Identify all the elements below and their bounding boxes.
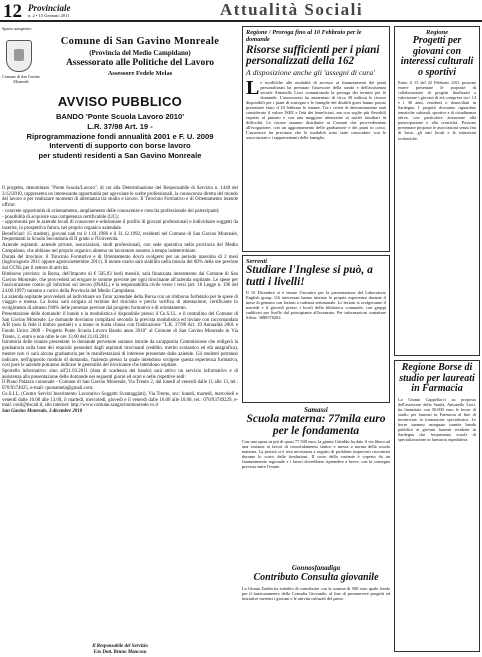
notice-paragraph: - concrete opportunità di orientamento, ampliamento delle conoscenze e crescita professionale dei partecipanti; [2,208,220,214]
article-headline: Regione Borse di studio per laureati in Farmacia [399,362,475,394]
notice-paragraph: Durata del tirocinio: il Tirocinio Formativo e di Orientamento dovrà svolgersi per un periodo massimo di 2 mesi (luglio/agosto 2011 oppure agosto/settembre 2011). Il monte orario sarà stabilito nella misura del 80% delle ore previste dal CCNL per il settore di attività. [2,254,238,272]
public-notice-ad [2,26,239,654]
ad-caption: Spazio autogestito [2,26,32,31]
call-title-line: Interventi di supporto con borse lavoro [49,141,191,151]
article-headline: Scuola materna: 77mila euro per le fondamenta [246,413,386,437]
article-regione [242,26,390,252]
notice-body [2,186,238,415]
signature-name: F.to Dott. Bruno Mancosu [93,650,147,655]
page-number: 12 [3,1,22,22]
notice-paragraph: - possibilità di acquisire una competenza certificabile (UC); [2,214,119,220]
article-kicker: Regione / Proroga fino al 10 Febbraio per le domande [246,29,362,43]
notice-paragraph: Presentazione delle domande: il bando e la modulistica è disponibile presso il Ce.S.I.L. e il centralino del Comune di San Gavino Monreale. Le domande dovranno compilarsi secondo la prevista modulistica ed inviate con raccomandata A/R (non fa fede il timbro postale) o a mano in busta chiusa con l'indicazione "L.R. 37/98 Art. 19 Annualità 2001 e Fondo Unico 2009 - Progetto Ponte Scuola Lavoro Bando anno 2010" al Comune di San Gavino Monreale in Via Trento, 2, entro e non oltre le ore 13.00 del 21.03.2011 [2,311,238,340]
article-kicker: Regione [425,29,449,36]
article-text: Entro il 15 del 22 Febbraio 2011 possono essere presentate le proposte di collaborazione di progetti finalizzati a valorizzare i giovani di età compresa tra i 14 e i 30 anni, residenti o domiciliati in Sardegna. I progetti dovranno riguardare tematiche culturali, sportive e di cittadinanza attiva, con particolare attenzione alla partecipazione e alla creatività. Possono presentare proposte le associazioni senza fini di lucro, gli enti locali e le istituzioni scolastiche. [398,80,476,141]
call-title-line: BANDO 'Ponte Scuola Lavoro 2010' [55,112,185,121]
section-title: Attualità Sociali [220,0,364,19]
notice-paragraph: Il progetto, denominato "Ponte Scuola/Lavoro", di cui alla Determinazione del Responsabile di Servizio n. 1440 del 3/12/2010, rappresenta un interessante opportunità per agevolare le scelte professionali, la conoscenza diretta del mondo del lavoro e per realizzare momenti di alternanza tra studio e lavoro. Il Tirocinio Formativo e di Orientamento intende offrire: [2,186,238,209]
signature-block [2,644,238,656]
right-column [394,26,480,654]
department-name: Assessorato alle Politiche del Lavoro [65,58,215,68]
article-text: Le modifiche alle modalità di accesso ai finanziamenti dei piani personalizzati ha premiato l'assessore della sanità e dell'assistenza sociale Antonello Liori comunicando la proroga dei termini per le domande. L'assessorato ha aumentato di circa 30 milioni le risorse disponibili per i piani di sostegno e le famiglie dei disabili gravi hanno potuto presentare entro il 10 febbraio le istanze. Tra i criteri di determinazione sarà considerato il valore ISEE e l'età dei beneficiari, ma con soglie più flessibili rispetto al passato e con una maggiore attenzione ai nuclei familiari in difficoltà. Le risorse saranno distribuite ai Comuni che provvederanno all'erogazione, con un aggiornamento delle graduatorie e dei piani in corso. L'assessore ha precisato che le modalità sono state concordate con le associazioni e i rappresentanti delle famiglie. [246,76,386,141]
notice-paragraph: - opportunità per le aziende locali di conoscere e selezionare il profilo di giovani professionali e individuare soggetti da inserire, in prospettiva futura, nel proprio organico aziendale. [2,220,238,232]
notice-date: San Gavino Monreale, 3 dicembre 2010 [2,409,83,415]
article-borse-farmacia [394,360,480,652]
notice-paragraph: Ce.S.I.L. (Centro Servizi Inserimento Lavorativo Soggetti Svantaggiati), Via Trento, snc: lunedì, martedì, mercoledì e venerdì dalle 10.00 alle 13.00, il martedì, mercoledì, giovedì e il venerdì dalle 16.00 alle 18.00, tel.: 070/93749229, e-mail: cesil@tiscali.it, sito internet: http://www.comune.sangavinomonreale.vs.it [2,391,238,409]
notice-paragraph: Il Piano Palazzo comunale - Comune di San Gavino Monreale, Via Trento 2, dal lunedì al venerdì dalle 11 alle 13, tel.: 070/9374025, e-mail: quonamela@gmail.com; [2,380,238,392]
call-title-line: per studenti residenti a San Gavino Monreale [38,151,202,161]
article-text: La Giunta Zuddu ha stabilito di contribuire con la somma di 500 euro quale fondo per il funzionamento della Consulta Giovanile, al fine di promuovere progetti ed iniziative inerenti i giovani e le attività culturali del paese. [242,585,390,601]
article-headline: Contributo Consulta giovanile [253,572,379,583]
municipal-crest-icon [6,40,32,72]
middle-column [242,26,390,654]
notice-paragraph: Beneficiari: 15 studenti, giovani nati tra il 1.01.1986 e il 31.12.1992, residenti nel Comune di San Gavino Monreale, frequentanti la Scuola Secondaria di II grado o l'Università. [2,231,238,243]
signature-role: Il Responsabile del Servizio [92,644,148,649]
article-headline: Studiare l'Inglese si può, a tutti i livelli! [246,264,373,288]
notice-paragraph: Sportello informativo: sino all'21.03.2011 (data di scadenza del bando) sarà attivo un servizio informativo e di assistenza alla presentazione delle domande nei seguenti giorni ed orari e nelle rispettive sedi: [2,369,238,380]
call-title-line: L.R. 37/98 Art. 19 - [87,121,153,131]
article-progetti-giovani [394,26,480,356]
article-samassi [242,406,390,561]
article-headline: Risorse sufficienti per i piani personalizzati della 162 [246,44,380,67]
notice-title: AVVISO PUBBLICO [57,94,183,109]
article-deck: A disposizione anche gli 'assegni di cura' [246,68,375,77]
article-kicker: Serrenti [246,258,267,265]
publication-name: Provinciale [28,3,71,13]
municipality-name: Comune di San Gavino Monreale [60,36,220,47]
article-text: La Giunta Cappellacci su proposta dell'assessore della Sanità, Antonello Liori, ha finanziato con 50.000 euro le borse di studio per laureati in Farmacia al fine di incentivare la formazione specialistica. Le borse saranno assegnate tramite bando pubblico ai giovani laureati residenti in Sardegna che frequentano scuole di specializzazione in farmacia ospedaliera. [398,396,476,442]
province-name: (Provincia del Medio Campidano) [89,49,191,57]
article-text: Il 16 Dicembre si è tenuto l'incontro per la presentazione del Laboratorio English group. Gli interessati hanno iniziato la propria esperienza durante il mese di gennaio con lezioni a cadenza settimanale. Le lezioni si svolgeranno il martedì e il giovedì presso i locali della biblioteca comunale, con gruppi suddivisi per livello dal principiante all'avanzato. Per informazioni contattare Silvia: 3880578282. [246,290,386,321]
councillor-name: Assessore Fedele Melas [107,70,173,77]
article-serrenti [242,255,390,403]
notice-paragraph: Istruttoria delle istanze presentate: le domande pervenute saranno istruite da un'apposita Commissione che redigerà la graduatoria sulla base dei requisiti posseduti dagli aspiranti tirocinanti (reddito, merito scolastico ed età anagrafica), mentre non ci sarà alcuna graduatoria per le manifestazioni di interesse presentate dalle aziende. Gli studenti potranno indicare, nell'apposito modulo di domanda, l'azienda presso la quale intendono svolgere questa esperienza formativa, così pure le aziende potranno indicare le generalità del tirocinante che intendono ospitare. [2,340,238,369]
article-gonnosfanadiga [242,564,390,652]
page-header [0,0,482,22]
article-kicker: Gonnosfanadiga [291,564,341,572]
issue-info: n. 2 • 15 Gennaio 2011 [28,13,70,18]
crest-caption: Comune di San Gavino Monreale [2,74,40,84]
article-headline: Progetti per giovani con interessi culturali o sportivi [400,35,474,78]
call-title-line: Riprogrammazione fondi annualità 2001 e F. U. 2009 [26,131,214,141]
article-kicker: Samassi [304,406,328,414]
article-text: Con una spesa in più di quasi 77.500 euro, la giunta Cabiddu ha dato il via libera ad una variante ai lavori di consolidamento statico e messa a norma della scuola materna. La perizia si è resa necessaria a seguito di problemi imprevisti riscontrati durante lo scavo delle fondazioni. Il costo della variante è coperto da un finanziamento regionale e i lavori dovrebbero riprendere a breve, con la consegna prevista entro l'estate. [242,439,390,470]
notice-paragraph: La azienda ospitante provvederà ad individuare un Tutor aziendale della Borsa con un rimborso forfetario per le spese di viaggio e mensa. La borsa sarà erogata al termine del tirocinio e previa verifica di attestazione, certificante lo svolgimento di almeno l'80% delle presenze previste dal progetto formativo e di orientamento. [2,294,238,312]
call-title-block [2,112,238,161]
notice-paragraph: Rimborso previsto: la Borsa, dell'importo di € 505,93 lordi mensili, sarà finanziata interamente dal Comune di San Gavino Monreale, che provvederà ad erogare le somme previste per ogni tirocinante all'azienda ospitante. Le spese per l'assicurazione contro gli infortuni sul lavoro (INAIL) e la responsabilità civile verso i terzi (art. 18 Legge n. 196 del 24.06.1997) saranno a carico della Provincia del Medio Campidano. [2,271,238,294]
notice-paragraph: Aziende ospitanti: aziende private, associazioni, studi professionali, con sede operativa nella provincia del Medio Campidano, che abbiano nel proprio organico almeno un lavoratore assunto a tempo indeterminato. [2,243,238,254]
